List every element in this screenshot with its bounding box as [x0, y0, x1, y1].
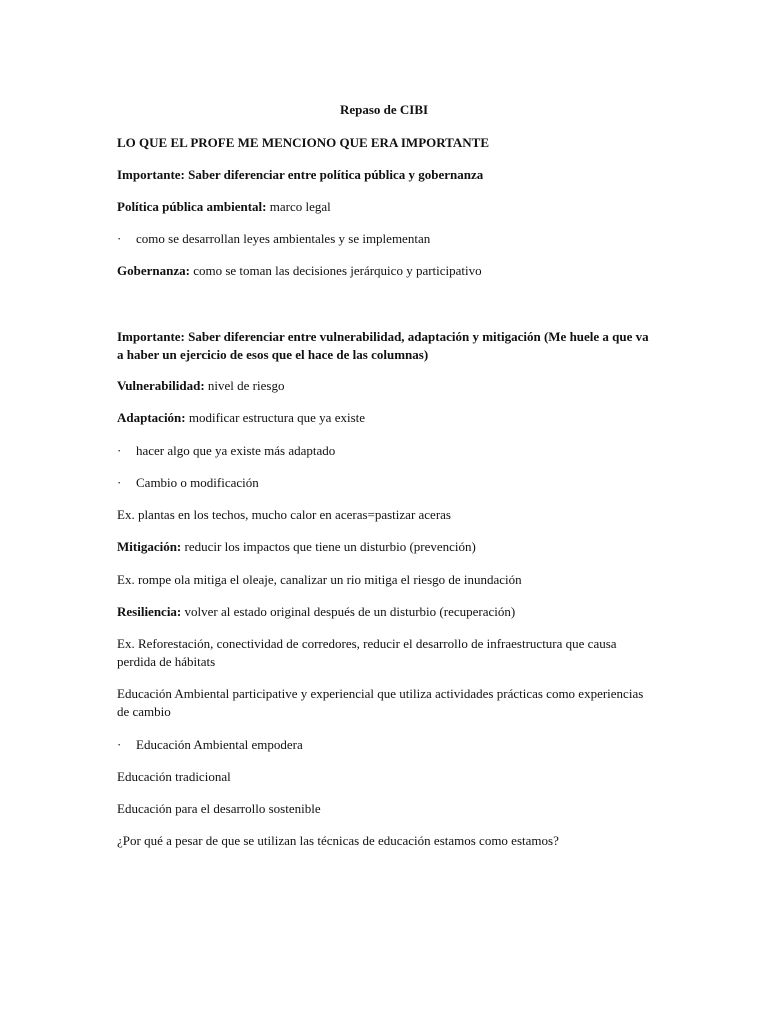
bullet-item-3-text: Cambio o modificación [136, 475, 259, 490]
definition-gobernanza [117, 262, 657, 280]
example-2: Ex. rompe ola mitiga el oleaje, canalizar un rio mitiga el riesgo de inundación [117, 572, 522, 587]
education-paragraph-3: Educación para el desarrollo sostenible [117, 801, 321, 816]
bullet-item-4-text: Educación Ambiental empodera [136, 737, 303, 752]
important-note-1: Importante: Saber diferenciar entre política pública y gobernanza [117, 167, 484, 182]
definition-gobernanza-label: Gobernanza: [117, 263, 190, 278]
document-title: Repaso de CIBI [339, 102, 429, 117]
bullet-mark: · [117, 231, 122, 246]
example-1: Ex. plantas en los techos, mucho calor en aceras=pastizar aceras [117, 507, 451, 522]
closing-question: ¿Por qué a pesar de que se utilizan las técnicas de educación estamos como estamos? [117, 833, 559, 848]
definition-resiliencia-label: Resiliencia: [117, 604, 182, 619]
section-heading: LO QUE EL PROFE ME MENCIONO QUE ERA IMPORTANTE [117, 135, 489, 150]
bullet-mark: · [117, 443, 122, 458]
bullet-mark: · [117, 737, 122, 752]
definition-adaptacion-label: Adaptación: [117, 410, 186, 425]
bullet-item-3 [117, 474, 657, 492]
bullet-item-1-text: como se desarrollan leyes ambientales y se implementan [136, 231, 431, 246]
important-note-2: Importante: Saber diferenciar entre vulnerabilidad, adaptación y mitigación (Me huele a que va a haber un ejercicio de esos que el hace de las columnas) [117, 329, 649, 362]
example-3: Ex. Reforestación, conectividad de corredores, reducir el desarrollo de infraestructura que causa perdida de hábitats [117, 636, 617, 669]
education-paragraph-1: Educación Ambiental participative y experiencial que utiliza actividades prácticas como experiencias de cambio [117, 686, 644, 719]
bullet-item-2 [117, 442, 657, 460]
bullet-item-2-text: hacer algo que ya existe más adaptado [136, 443, 336, 458]
definition-mitigacion [117, 538, 657, 556]
bullet-item-4 [117, 736, 657, 754]
definition-politica [117, 198, 657, 216]
definition-vulnerabilidad-label: Vulnerabilidad: [117, 378, 205, 393]
definition-vulnerabilidad [117, 377, 657, 395]
definition-resiliencia-text: volver al estado original después de un disturbio (recuperación) [181, 604, 516, 619]
definition-politica-label: Política pública ambiental: [117, 199, 267, 214]
education-paragraph-2: Educación tradicional [117, 769, 231, 784]
bullet-mark: · [117, 475, 122, 490]
definition-politica-text: marco legal [266, 199, 331, 214]
definition-gobernanza-text: como se toman las decisiones jerárquico y participativo [189, 263, 482, 278]
definition-adaptacion-text: modificar estructura que ya existe [185, 410, 366, 425]
definition-vulnerabilidad-text: nivel de riesgo [204, 378, 285, 393]
definition-adaptacion [117, 409, 657, 427]
definition-resiliencia [117, 603, 657, 621]
definition-mitigacion-text: reducir los impactos que tiene un disturbio (prevención) [181, 539, 476, 554]
bullet-item-1 [117, 230, 657, 248]
definition-mitigacion-label: Mitigación: [117, 539, 182, 554]
